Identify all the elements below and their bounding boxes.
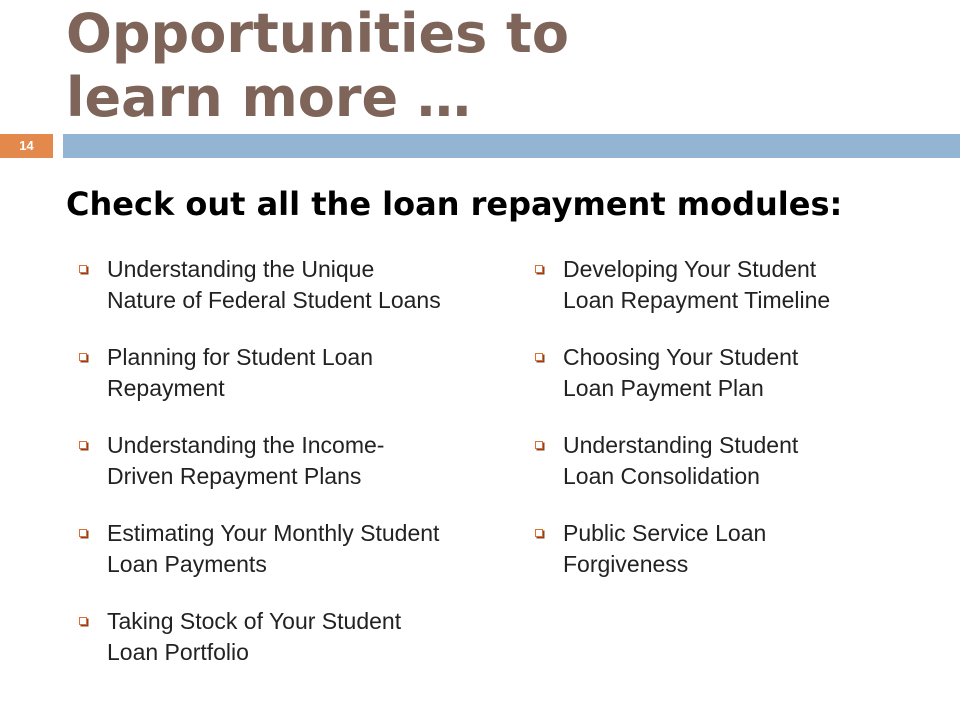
square-bullet-icon	[535, 265, 543, 273]
module-title: Estimating Your Monthly Student Loan Payments	[107, 520, 440, 577]
square-bullet-icon	[79, 265, 87, 273]
module-item	[72, 606, 512, 694]
accent-bar	[63, 134, 960, 158]
square-bullet-icon	[79, 617, 87, 625]
module-item	[72, 342, 512, 430]
square-bullet-icon	[79, 441, 87, 449]
square-bullet-icon	[79, 353, 87, 361]
module-title: Developing Your Student Loan Repayment Timeline	[563, 256, 831, 313]
modules-list-left	[72, 254, 512, 694]
square-bullet-icon	[535, 353, 543, 361]
section-heading: Check out all the loan repayment modules:	[66, 185, 843, 223]
module-item	[528, 430, 948, 518]
slide-title	[66, 2, 906, 130]
module-item	[72, 430, 512, 518]
slide-title-line-2: learn more …	[66, 66, 471, 129]
square-bullet-icon	[535, 441, 543, 449]
module-title: Planning for Student Loan Repayment	[107, 344, 373, 401]
module-item	[528, 254, 948, 342]
modules-list-right	[528, 254, 948, 606]
module-item	[72, 254, 512, 342]
square-bullet-icon	[79, 529, 87, 537]
module-title: Understanding Student Loan Consolidation	[563, 432, 799, 489]
module-title: Understanding the Income- Driven Repayment Plans	[107, 432, 385, 489]
header-divider	[0, 134, 960, 158]
module-title: Public Service Loan Forgiveness	[563, 520, 767, 577]
module-title: Choosing Your Student Loan Payment Plan	[563, 344, 799, 401]
module-item	[528, 518, 948, 606]
slide-title-line-1: Opportunities to	[66, 2, 569, 65]
module-title: Understanding the Unique Nature of Federal Student Loans	[107, 256, 441, 313]
slide-number-badge: 14	[0, 134, 53, 158]
square-bullet-icon	[535, 529, 543, 537]
module-item	[528, 342, 948, 430]
module-title: Taking Stock of Your Student Loan Portfolio	[107, 608, 402, 665]
module-item	[72, 518, 512, 606]
